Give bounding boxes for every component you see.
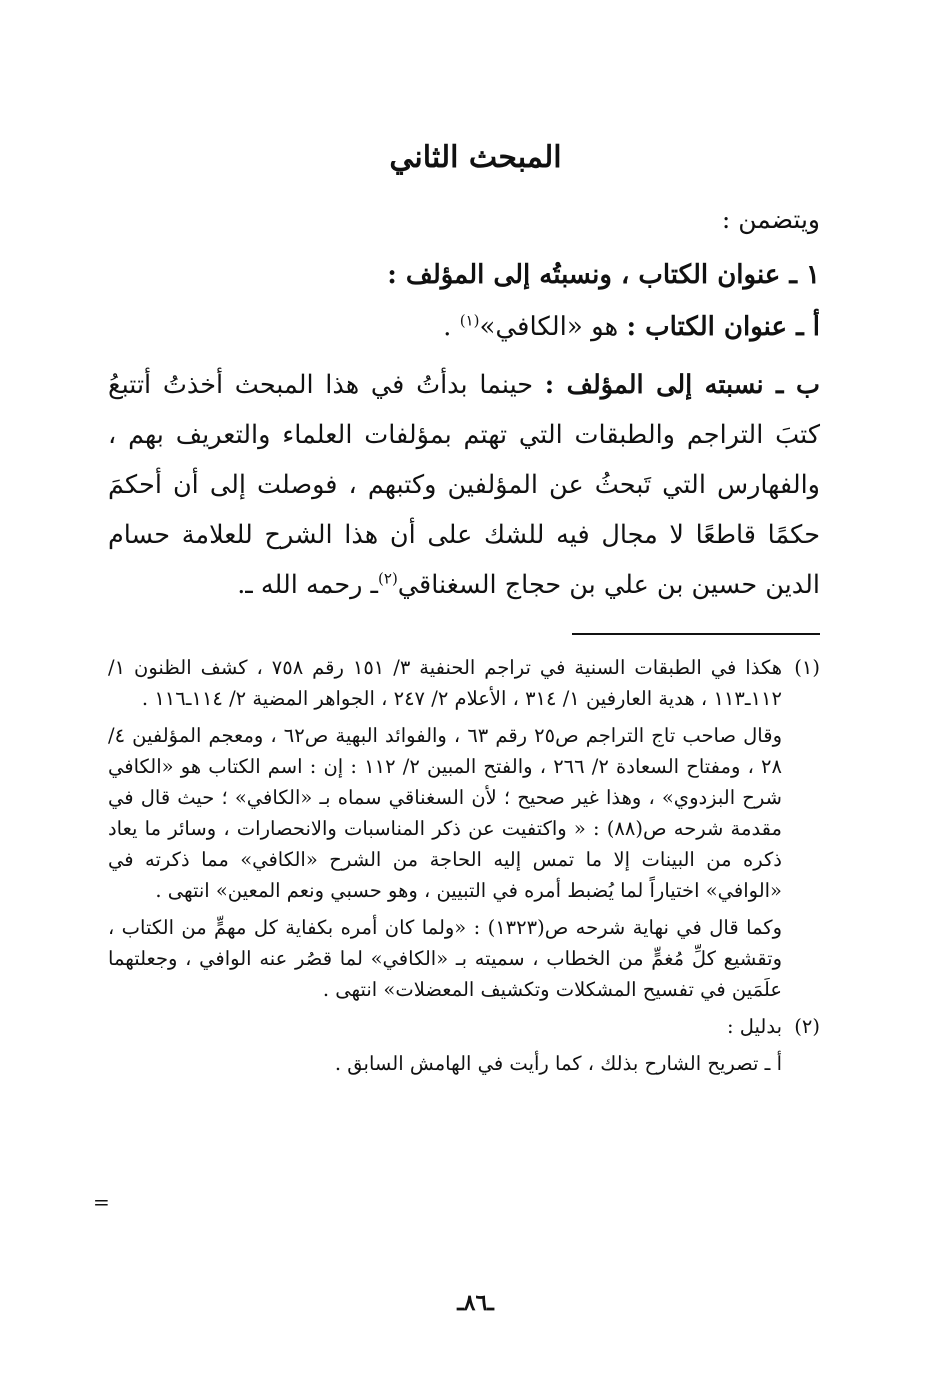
footnotes — [108, 652, 820, 1085]
section-title: المبحث الثاني — [389, 140, 562, 175]
main-text — [108, 205, 820, 610]
item-b-label: ب ـ نسبته إلى المؤلف : — [544, 370, 820, 400]
item-b-end: ـ رحمه الله ـ. — [237, 570, 379, 600]
footnote-paragraph: وقال صاحب تاج التراجم ص٢٥ رقم ٦٣ ، والفوائد البهية ص٦٢ ، ومعجم المؤلفين ٤/ ٢٨ ، ومفتاح السعادة ٢/ ٢٦٦ ، والفتح المبين ٢/ ١١٢ : إن : اسم الكتاب هو «الكافي شرح البزدوي» ، وهذا غير صحيح ؛ لأن السغناقي سماه بـ «الكافي» ؛ حيث قال في مقدمة شرحه ص(٨٨) : « واكتفيت عن ذكر المناسبات والانحصارات ، وسائر ما يعاد ذكره من البينات إلا ما تمس إليه الحاجة من الشرح «الكافي» مما ذكرته في «الوافي» اختياراً لما يُضبط أمره في التبيين ، وهو حسبي ونعم المعين» انتهى . — [108, 724, 782, 902]
footnote-1 — [108, 652, 820, 1005]
footnote-2 — [108, 1011, 820, 1079]
continuation-mark: = — [93, 1190, 110, 1214]
heading-book-title-and-attribution — [108, 260, 820, 290]
footnote-number: (١) — [794, 656, 820, 679]
footnote-number: (٢) — [794, 1015, 820, 1038]
item-a-end: . — [443, 312, 460, 342]
footnote-paragraph: وكما قال في نهاية شرحه ص(١٣٢٣) : «ولما كان أمره بكفاية كل مهمٍّ من الكتاب ، وتقشيع كلِّ مُغمٍّ من الخطاب ، سميته بـ «الكافي» لما قصُر عنه الوافي ، وجعلتهما علَمَين في تفسيح المشكلات وتكشيف المعضلات» انتهى . — [108, 916, 782, 1001]
item-b-text: حينما بدأتُ في هذا المبحث أخذتُ أتتبعُ كتبَ التراجم والطبقات التي تهتم بمؤلفات العلماء والتعريف بهم ، والفهارس التي تَبحثُ عن المؤلفين وكتبهم ، فوصلت إلى أن أحكمَ حكمًا قاطعًا لا مجال فيه للشك على أن هذا الشرح للعلامة حسام الدين حسين بن علي بن حجاج السغناقي — [108, 370, 820, 600]
page-number: ـ٨٦ـ — [457, 1290, 494, 1316]
footnote-ref-1: (١) — [459, 311, 480, 330]
footnote-paragraph: بدليل : — [726, 1015, 782, 1038]
footnote-ref-2: (٢) — [378, 569, 398, 588]
footnote-separator — [572, 633, 820, 635]
heading-label: ١ ـ عنوان الكتاب ، ونسبتُه إلى المؤلف : — [387, 260, 820, 290]
intro-line: ويتضمن : — [721, 205, 820, 234]
item-a-label: أ ـ عنوان الكتاب : — [626, 312, 820, 342]
footnote-paragraph: أ ـ تصريح الشارح بذلك ، كما رأيت في الهامش السابق . — [334, 1052, 782, 1075]
footnote-paragraph: هكذا في الطبقات السنية في تراجم الحنفية ٣/ ١٥١ رقم ٧٥٨ ، كشف الظنون ١/ ١١٢ـ١١٣ ، هدية العارفين ١/ ٣١٤ ، الأعلام ٢/ ٢٤٧ ، الجواهر المضية ٢/ ١١٤ـ١١٦ . — [108, 656, 782, 710]
item-a-book-title — [108, 312, 820, 342]
item-a-text: هو «الكافي» — [479, 312, 619, 342]
item-b-attribution-paragraph — [108, 360, 820, 610]
